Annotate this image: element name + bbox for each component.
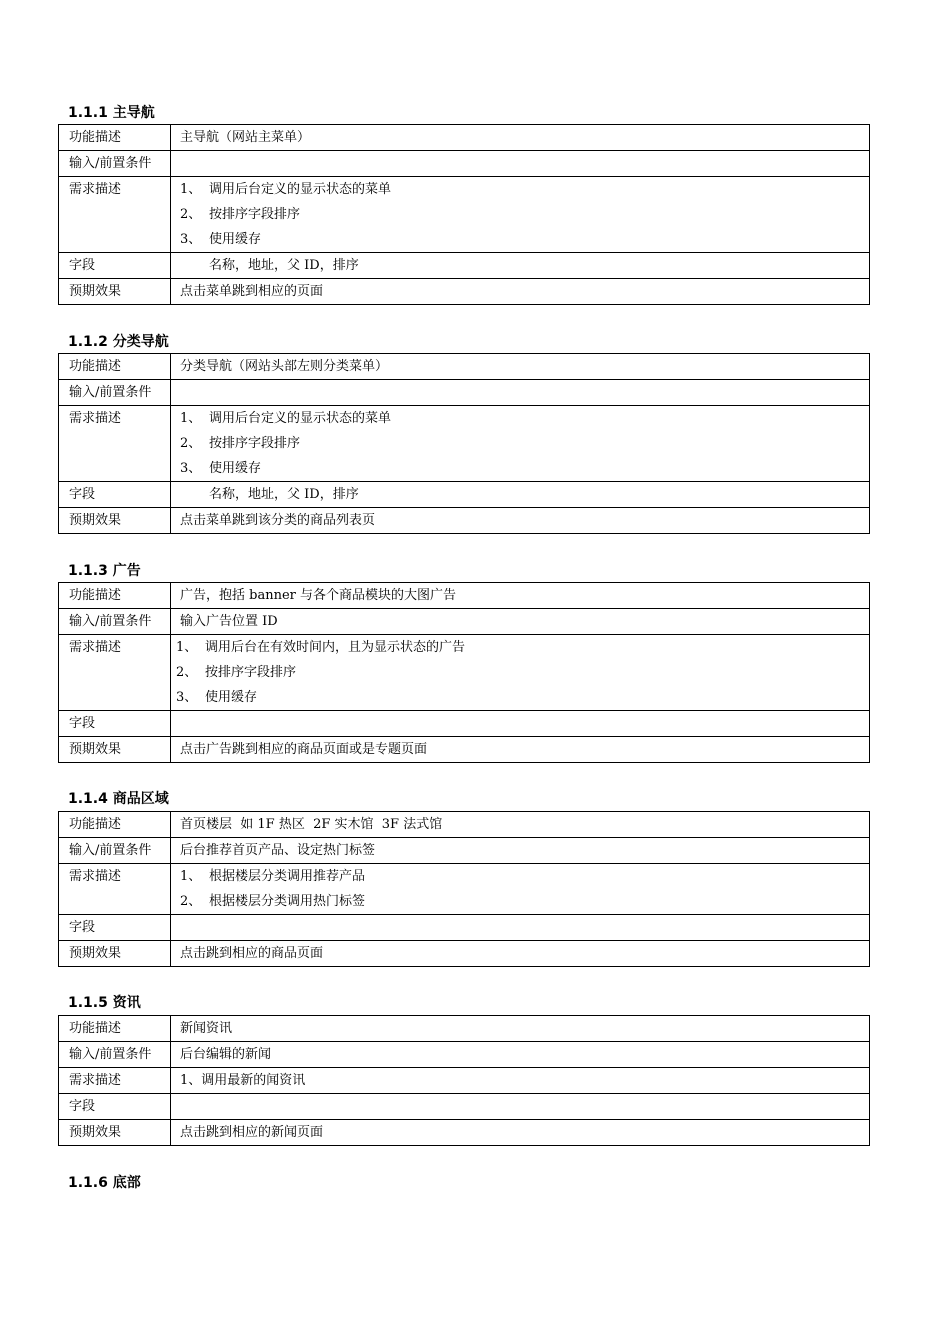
row-value: 广告，抱括 banner 与各个商品模块的大图广告 [171,583,870,609]
list-item: 3、 使用缓存 [180,461,262,476]
row-value: 输入广告位置 ID [171,609,870,635]
list-item: 3、 使用缓存 [180,232,262,247]
table-row [59,508,870,534]
table-row [59,609,870,635]
table-row [59,279,870,305]
table-row [59,1120,870,1146]
table-row [59,253,870,279]
table-row [59,151,870,177]
row-label: 输入/前置条件 [59,380,171,406]
table-row [59,1068,870,1094]
table-row [59,864,870,915]
row-value: 主导航（网站主菜单） [171,125,870,151]
row-value: 首页楼层 如 1F 热区 2F 实木馆 3F 法式馆 [171,812,870,838]
row-label: 需求描述 [59,177,171,253]
row-value: 1、调用最新的闻资讯 [171,1068,870,1094]
table-row [59,125,870,151]
list-item: 2、 按排序字段排序 [176,665,297,680]
row-label: 输入/前置条件 [59,1042,171,1068]
section-heading-main-nav: 1.1.1 主导航 [68,105,155,121]
row-value [171,711,870,737]
table-row [59,406,870,482]
row-label: 预期效果 [59,1120,171,1146]
table-row [59,1042,870,1068]
row-label: 需求描述 [59,406,171,482]
spec-table-category-nav [58,353,870,534]
row-label: 需求描述 [59,864,171,915]
row-value [171,915,870,941]
list-item: 3、 使用缓存 [176,690,258,705]
requirement-list [171,177,870,253]
row-value: 后台推荐首页产品、设定热门标签 [171,838,870,864]
row-value: 点击跳到相应的新闻页面 [171,1120,870,1146]
requirement-list [171,406,870,482]
list-item: 1、 根据楼层分类调用推荐产品 [180,869,366,884]
list-item: 2、 按排序字段排序 [180,436,301,451]
row-value: 点击跳到相应的商品页面 [171,941,870,967]
row-label: 功能描述 [59,125,171,151]
row-label: 字段 [59,1094,171,1120]
row-label: 需求描述 [59,635,171,711]
table-row [59,177,870,253]
spec-table-news [58,1015,870,1146]
row-value [171,151,870,177]
table-row [59,635,870,711]
row-value: 点击菜单跳到相应的页面 [171,279,870,305]
row-label: 预期效果 [59,508,171,534]
row-label: 输入/前置条件 [59,151,171,177]
spec-table-main-nav [58,124,870,305]
section-heading-product-area: 1.1.4 商品区域 [68,791,169,807]
row-label: 字段 [59,915,171,941]
list-item: 2、 根据楼层分类调用热门标签 [180,894,366,909]
requirement-list [171,635,870,711]
table-row [59,1094,870,1120]
table-row [59,1016,870,1042]
row-value: 点击广告跳到相应的商品页面或是专题页面 [171,737,870,763]
row-value [171,380,870,406]
row-label: 预期效果 [59,279,171,305]
list-item: 1、 调用后台定义的显示状态的菜单 [180,182,392,197]
row-label: 功能描述 [59,583,171,609]
table-row [59,583,870,609]
row-label: 功能描述 [59,812,171,838]
row-value: 名称，地址，父 ID，排序 [171,253,870,279]
spec-table-ads [58,582,870,763]
table-row [59,941,870,967]
list-item: 1、 调用后台定义的显示状态的菜单 [180,411,392,426]
table-row [59,711,870,737]
table-row [59,737,870,763]
row-label: 输入/前置条件 [59,609,171,635]
section-heading-category-nav: 1.1.2 分类导航 [68,334,169,350]
section-heading-news: 1.1.5 资讯 [68,995,141,1011]
row-value: 后台编辑的新闻 [171,1042,870,1068]
row-value: 新闻资讯 [171,1016,870,1042]
row-value: 分类导航（网站头部左则分类菜单） [171,354,870,380]
row-value [171,1094,870,1120]
row-value: 点击菜单跳到该分类的商品列表页 [171,508,870,534]
row-value: 名称，地址，父 ID，排序 [171,482,870,508]
row-label: 需求描述 [59,1068,171,1094]
row-label: 输入/前置条件 [59,838,171,864]
table-row [59,482,870,508]
row-label: 字段 [59,711,171,737]
row-label: 字段 [59,253,171,279]
table-row [59,812,870,838]
list-item: 1、 调用后台在有效时间内，且为显示状态的广告 [176,640,466,655]
section-heading-ads: 1.1.3 广告 [68,563,141,579]
row-label: 功能描述 [59,1016,171,1042]
section-heading-footer: 1.1.6 底部 [68,1175,141,1191]
requirement-list [171,864,870,915]
list-item: 2、 按排序字段排序 [180,207,301,222]
table-row [59,354,870,380]
spec-table-product-area [58,811,870,967]
row-label: 预期效果 [59,737,171,763]
row-label: 字段 [59,482,171,508]
row-label: 功能描述 [59,354,171,380]
table-row [59,380,870,406]
table-row [59,838,870,864]
table-row [59,915,870,941]
row-label: 预期效果 [59,941,171,967]
